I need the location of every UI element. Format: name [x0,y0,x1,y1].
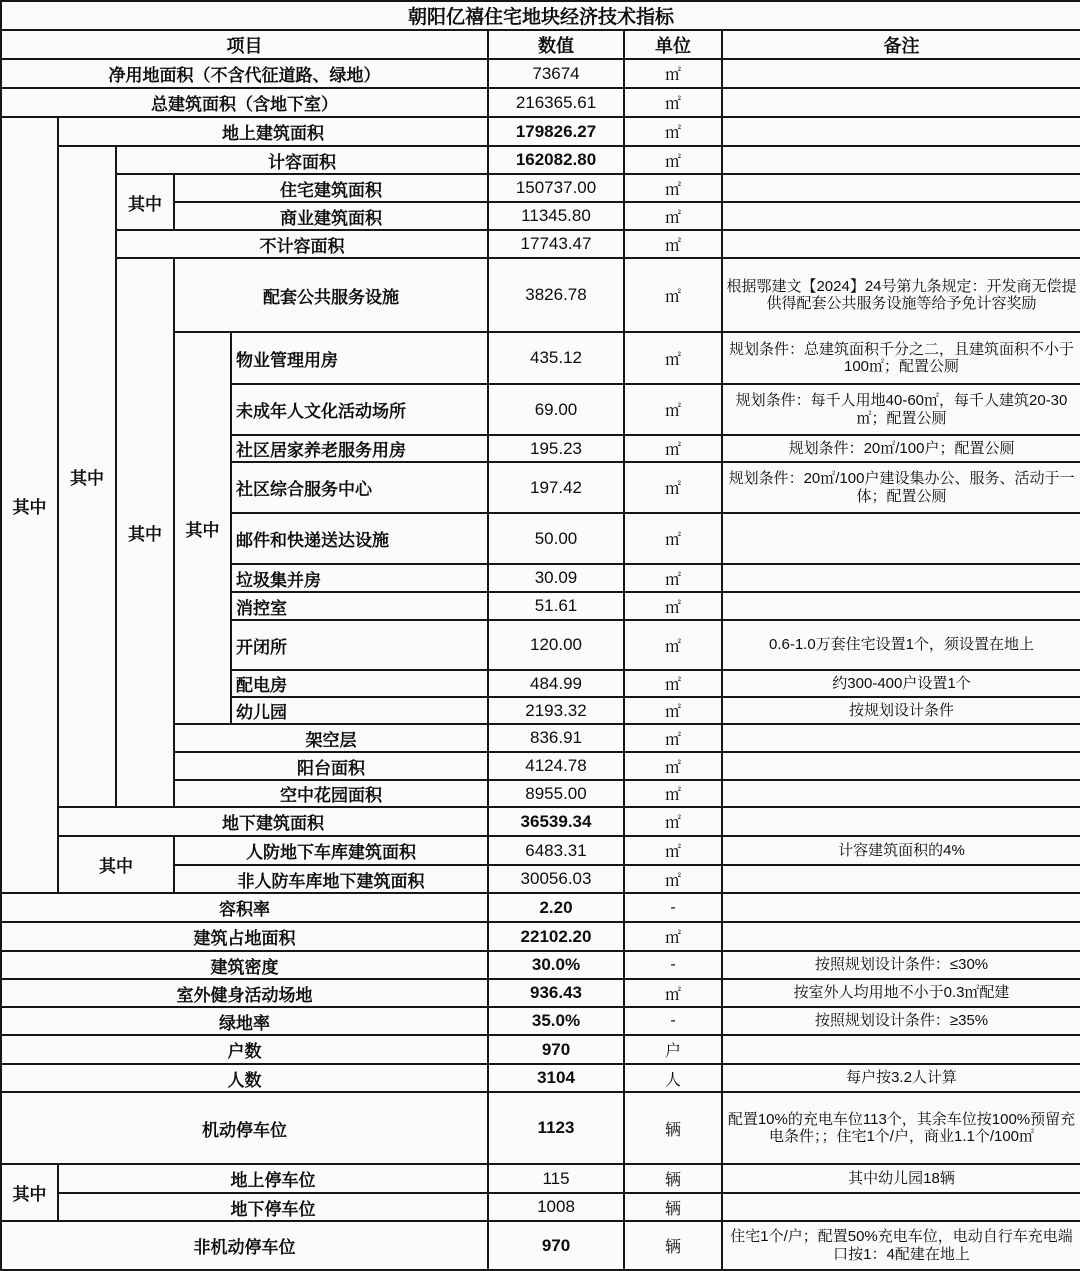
item-remark [722,780,1080,807]
item-value: 216365.61 [488,88,624,117]
item-value: 435.12 [488,332,624,384]
item-unit: 辆 [624,1221,722,1270]
table-row [1,174,1080,202]
item-value: 30.0% [488,951,624,979]
table-row [1,807,1080,836]
item-unit: ㎡ [624,836,722,865]
table-row [1,30,1080,59]
item-remark [722,1035,1080,1064]
item-label: 净用地面积（不含代征道路、绿地） [1,59,488,88]
item-value: 2193.32 [488,697,624,724]
item-value: 22102.20 [488,922,624,951]
item-unit: 辆 [624,1092,722,1164]
item-unit: ㎡ [624,435,722,462]
item-unit: ㎡ [624,752,722,780]
item-value: 936.43 [488,979,624,1007]
item-remark [722,174,1080,202]
item-remark: 规划条件：每千人用地40-60㎡，每千人建筑20-30㎡；配置公厕 [722,384,1080,435]
table-row [1,893,1080,922]
item-label: 总建筑面积（含地下室） [1,88,488,117]
item-remark: 按室外人均用地不小于0.3㎡配建 [722,979,1080,1007]
table-title: 朝阳亿禧住宅地块经济技术指标 [1,1,1080,30]
item-label: 地上建筑面积 [58,117,488,146]
item-remark [722,202,1080,230]
item-label: 未成年人文化活动场所 [231,384,488,435]
item-unit: ㎡ [624,670,722,697]
item-unit: ㎡ [624,697,722,724]
item-value: 36539.34 [488,807,624,836]
item-remark: 规划条件：20㎡/100户；配置公厕 [722,435,1080,462]
item-value: 195.23 [488,435,624,462]
item-unit: - [624,893,722,922]
item-unit: ㎡ [624,88,722,117]
merge-label-qizhong: 其中 [174,332,231,724]
item-remark: 每户按3.2人计算 [722,1064,1080,1092]
merge-label-qizhong: 其中 [1,117,58,893]
item-label: 商业建筑面积 [174,202,488,230]
item-value: 4124.78 [488,752,624,780]
item-unit: ㎡ [624,564,722,592]
item-value: 197.42 [488,462,624,513]
table-row [1,1193,1080,1221]
table-row [1,146,1080,174]
item-remark: 按照规划设计条件：≥35% [722,1007,1080,1035]
item-remark [722,88,1080,117]
item-remark [722,922,1080,951]
item-label: 消控室 [231,592,488,620]
merge-label-qizhong: 其中 [116,258,174,807]
item-remark [722,592,1080,620]
item-label: 地下停车位 [58,1193,488,1221]
item-remark [722,1193,1080,1221]
item-value: 120.00 [488,620,624,670]
item-label: 机动停车位 [1,1092,488,1164]
item-unit: ㎡ [624,117,722,146]
item-remark: 根据鄂建文【2024】24号第九条规定：开发商无偿提供得配套公共服务设施等给予免计容奖励 [722,258,1080,332]
item-unit: ㎡ [624,146,722,174]
item-value: 115 [488,1164,624,1193]
item-value: 30.09 [488,564,624,592]
item-remark: 按规划设计条件 [722,697,1080,724]
item-remark: 0.6-1.0万套住宅设置1个，须设置在地上 [722,620,1080,670]
item-remark [722,513,1080,564]
item-label: 邮件和快递送达设施 [231,513,488,564]
item-unit: ㎡ [624,332,722,384]
item-remark [722,865,1080,893]
item-unit: ㎡ [624,807,722,836]
item-value: 1123 [488,1092,624,1164]
item-remark: 配置10%的充电车位113个，其余车位按100%预留充电条件；；住宅1个/户，商业1.1个/100㎡ [722,1092,1080,1164]
item-label: 容积率 [1,893,488,922]
item-value: 6483.31 [488,836,624,865]
item-unit: ㎡ [624,59,722,88]
item-remark [722,807,1080,836]
table-row [1,979,1080,1007]
item-label: 配电房 [231,670,488,697]
table-row [1,230,1080,258]
table-row [1,1,1080,30]
item-label: 物业管理用房 [231,332,488,384]
item-label: 开闭所 [231,620,488,670]
item-label: 不计容面积 [116,230,488,258]
item-remark [722,117,1080,146]
item-value: 3826.78 [488,258,624,332]
item-remark: 计容建筑面积的4% [722,836,1080,865]
table-row [1,951,1080,979]
item-value: 162082.80 [488,146,624,174]
item-value: 836.91 [488,724,624,752]
item-remark: 住宅1个/户；配置50%充电车位，电动自行车充电端口按1：4配建在地上 [722,1221,1080,1270]
item-remark [722,564,1080,592]
item-label: 地上停车位 [58,1164,488,1193]
item-label: 人数 [1,1064,488,1092]
item-label: 社区居家养老服务用房 [231,435,488,462]
item-remark [722,59,1080,88]
item-value: 2.20 [488,893,624,922]
item-unit: 人 [624,1064,722,1092]
table-row [1,1164,1080,1193]
item-unit: 户 [624,1035,722,1064]
column-header: 单位 [624,30,722,59]
item-value: 69.00 [488,384,624,435]
table-row [1,59,1080,88]
item-value: 970 [488,1221,624,1270]
item-unit: ㎡ [624,258,722,332]
item-unit: ㎡ [624,230,722,258]
table-row [1,922,1080,951]
table-row [1,258,1080,332]
item-label: 非机动停车位 [1,1221,488,1270]
merge-label-qizhong: 其中 [58,146,116,807]
item-label: 垃圾集并房 [231,564,488,592]
item-unit: ㎡ [624,513,722,564]
item-remark: 按照规划设计条件：≤30% [722,951,1080,979]
item-remark: 规划条件：总建筑面积千分之二，且建筑面积不小于100㎡；配置公厕 [722,332,1080,384]
merge-label-qizhong: 其中 [58,836,174,893]
column-header: 数值 [488,30,624,59]
item-value: 73674 [488,59,624,88]
item-unit: ㎡ [624,979,722,1007]
item-label: 非人防车库地下建筑面积 [174,865,488,893]
item-label: 人防地下车库建筑面积 [174,836,488,865]
item-unit: 辆 [624,1164,722,1193]
item-label: 阳台面积 [174,752,488,780]
table-row [1,836,1080,865]
item-value: 35.0% [488,1007,624,1035]
item-remark: 其中幼儿园18辆 [722,1164,1080,1193]
table-row [1,1007,1080,1035]
item-unit: ㎡ [624,865,722,893]
item-label: 架空层 [174,724,488,752]
item-value: 17743.47 [488,230,624,258]
item-label: 建筑占地面积 [1,922,488,951]
item-label: 计容面积 [116,146,488,174]
item-unit: - [624,951,722,979]
item-remark [722,752,1080,780]
table-row [1,1035,1080,1064]
item-value: 150737.00 [488,174,624,202]
item-value: 51.61 [488,592,624,620]
item-label: 户数 [1,1035,488,1064]
item-unit: ㎡ [624,174,722,202]
item-remark [722,724,1080,752]
item-unit: ㎡ [624,384,722,435]
item-unit: ㎡ [624,592,722,620]
item-label: 幼儿园 [231,697,488,724]
item-unit: ㎡ [624,724,722,752]
item-remark [722,146,1080,174]
item-remark: 约300-400户设置1个 [722,670,1080,697]
item-value: 30056.03 [488,865,624,893]
merge-label-qizhong: 其中 [1,1164,58,1221]
item-unit: ㎡ [624,922,722,951]
item-value: 3104 [488,1064,624,1092]
item-label: 地下建筑面积 [58,807,488,836]
item-value: 8955.00 [488,780,624,807]
item-value: 179826.27 [488,117,624,146]
table-body [1,1,1080,1270]
column-header: 备注 [722,30,1080,59]
item-value: 50.00 [488,513,624,564]
item-label: 住宅建筑面积 [174,174,488,202]
item-unit: ㎡ [624,620,722,670]
item-value: 11345.80 [488,202,624,230]
item-label: 建筑密度 [1,951,488,979]
item-label: 配套公共服务设施 [174,258,488,332]
table-row [1,1092,1080,1164]
item-remark: 规划条件：20㎡/100户建设集办公、服务、活动于一体；配置公厕 [722,462,1080,513]
item-unit: ㎡ [624,202,722,230]
item-remark [722,230,1080,258]
item-value: 970 [488,1035,624,1064]
table-row [1,1064,1080,1092]
item-remark [722,893,1080,922]
table-row [1,88,1080,117]
item-label: 社区综合服务中心 [231,462,488,513]
table-row [1,117,1080,146]
item-unit: ㎡ [624,780,722,807]
item-label: 空中花园面积 [174,780,488,807]
item-value: 484.99 [488,670,624,697]
item-value: 1008 [488,1193,624,1221]
item-unit: ㎡ [624,462,722,513]
item-label: 绿地率 [1,1007,488,1035]
item-label: 室外健身活动场地 [1,979,488,1007]
merge-label-qizhong: 其中 [116,174,174,230]
column-header: 项目 [1,30,488,59]
item-unit: - [624,1007,722,1035]
item-unit: 辆 [624,1193,722,1221]
